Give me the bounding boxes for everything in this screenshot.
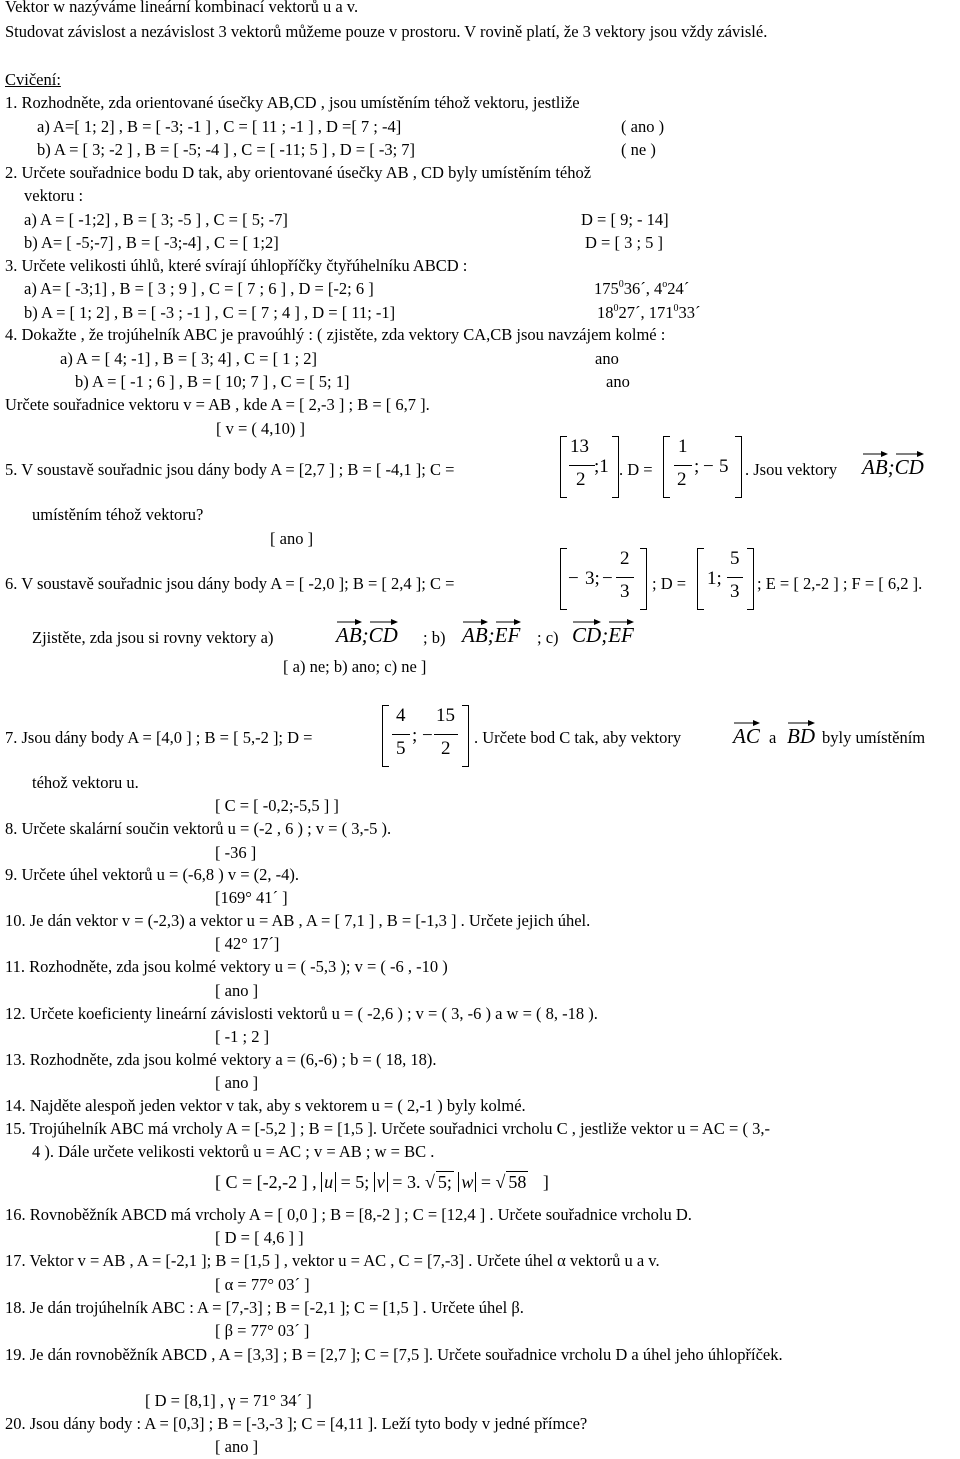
- ex2-question-1: 2. Určete souřadnice bodu D tak, aby orientované úsečky AB , CD byly umístěním téhož: [5, 163, 592, 182]
- ex2-b-answer: D = [ 3 ; 5 ]: [585, 233, 664, 252]
- ex7-vector-bd: BD: [787, 724, 815, 748]
- ex20-answer: [ ano ]: [215, 1437, 259, 1456]
- ex5-text-4: umístěním téhož vektoru?: [32, 505, 204, 524]
- ex6-c-label: ; c): [537, 628, 559, 647]
- ex1-a-answer: ( ano ): [621, 117, 665, 136]
- ex5-text-2: . D =: [619, 460, 653, 479]
- ex13-answer: [ ano ]: [215, 1073, 259, 1092]
- ex7-text-3: byly umístěním: [822, 728, 926, 747]
- ex14-question: 14. Najděte alespoň jeden vektor v tak, aby s vektorem u = ( 2,-1 ) byly kolmé.: [5, 1096, 526, 1115]
- ex8-answer: [ -36 ]: [215, 843, 257, 862]
- ex6-text-2: ; D =: [652, 574, 687, 593]
- ex10-question: 10. Je dán vektor v = (-2,3) a vektor u = AB , A = [ 7,1 ] , B = [-1,3 ] . Určete jejich úhel.: [5, 911, 591, 930]
- ex1-b: b) A = [ 3; -2 ] , B = [ -5; -4 ] , C = [ -11; 5 ] , D = [ -3; 7]: [37, 140, 416, 159]
- ex18-question: 18. Je dán trojúhelník ABC : A = [7,-3] ; B = [-2,1 ]; C = [1,5 ] . Určete úhel β.: [5, 1298, 524, 1317]
- ex5-point-c: 13 2 ;1: [560, 436, 620, 498]
- ex3-b-answer: $18^027´$, $171^033´$: [597, 303, 701, 322]
- ex17-question: 17. Vektor v = AB , A = [-2,1 ]; B = [1,5 ] , vektor u = AC , C = [7,-3] . Určete úhel α vektorů u a v.: [5, 1251, 660, 1270]
- ex3-question: 3. Určete velikosti úhlů, které svírají úhlopříčky čtyřúhelníku ABCD :: [5, 256, 468, 275]
- ex19-answer: [ D = [8,1] , γ = 71° 34´ ]: [145, 1391, 312, 1410]
- ex15-question-1: 15. Trojúhelník ABC má vrcholy A = [-5,2 ] ; B = [1,5 ]. Určete souřadnici vrcholu C , jestliže vektor u = AC = ( 3,-: [5, 1119, 770, 1138]
- ex16-answer: [ D = [ 4,6 ] ]: [215, 1228, 304, 1247]
- ex6-text-1: 6. V soustavě souřadnic jsou dány body A = [ -2,0 ]; B = [ 2,4 ]; C =: [5, 574, 455, 593]
- vector-arrow-icon: [495, 618, 521, 626]
- vector-arrow-icon: [608, 618, 634, 626]
- ex2-a-answer: D = [ 9; - 14]: [581, 210, 669, 229]
- ex6-question: Zjistěte, zda jsou si rovny vektory a): [32, 628, 274, 647]
- vector-arrow-icon: [369, 618, 398, 626]
- vector-arrow-icon: [733, 719, 760, 727]
- vector-arrow-icon: [787, 719, 815, 727]
- ex7-text-4: téhož vektoru u.: [32, 773, 139, 792]
- ex4-b-answer: ano: [606, 372, 630, 391]
- intro-line-1: Vektor w nazýváme lineární kombinací vektorů u a v.: [5, 0, 359, 16]
- ex5-point-d: 1 2 ; − 5: [663, 436, 743, 498]
- ex6-point-d: 1; 5 3: [697, 548, 755, 610]
- ex15-answer: [ C = [-2,-2 ] , u = 5; v = 3. √ 5; w = √ 58 ]: [215, 1172, 549, 1192]
- ex4-question: 4. Dokažte , že trojúhelník ABC je pravoúhlý : ( zjistěte, zda vektory CA,CB jsou navzájem kolmé :: [5, 325, 666, 344]
- ex8-question: 8. Určete skalární součin vektorů u = (-2 , 6 ) ; v = ( 3,-5 ).: [5, 819, 392, 838]
- vector-arrow-icon: [572, 618, 601, 626]
- ex7-mid: a: [769, 728, 777, 747]
- ex1-b-answer: ( ne ): [621, 140, 656, 159]
- ex5-vectors: AB ;CD: [862, 455, 924, 479]
- ex2-a: a) A = [ -1;2] , B = [ 3; -5 ] , C = [ 5; -7]: [24, 210, 288, 229]
- ex18-answer: [ β = 77° 03´ ]: [215, 1321, 310, 1340]
- ex4-extra-answer: [ v = ( 4,10) ]: [216, 419, 306, 438]
- ex6-text-3: ; E = [ 2,-2 ] ; F = [ 6,2 ].: [757, 574, 923, 593]
- ex2-b: b) A= [ -5;-7] , B = [ -3;-4] , C = [ 1;2]: [24, 233, 279, 252]
- ex15-question-2: 4 ). Dále určete velikosti vektorů u = AC ; v = AB ; w = BC .: [32, 1142, 435, 1161]
- ex6-vectors-c: CD ;EF: [572, 623, 634, 647]
- ex16-question: 16. Rovnoběžník ABCD má vrcholy A = [ 0,0 ] ; B = [8,-2 ] ; C = [12,4 ] . Určete souřadnice vrcholu D.: [5, 1205, 692, 1224]
- ex11-answer: [ ano ]: [215, 981, 259, 1000]
- ex19-question: 19. Je dán rovnoběžník ABCD , A = [3,3] ; B = [2,7 ]; C = [7,5 ]. Určete souřadnice vrcholu D a úhel jeho úhlopříček.: [5, 1345, 783, 1364]
- ex4-b: b) A = [ -1 ; 6 ] , B = [ 10; 7 ] , C = [ 5; 1]: [75, 372, 350, 391]
- vector-arrow-icon: [895, 450, 924, 458]
- ex3-a-answer: $175^036´$, 4$^o$24´: [594, 279, 690, 298]
- vector-arrow-icon: [462, 618, 488, 626]
- ex6-answer: [ a) ne; b) ano; c) ne ]: [283, 657, 427, 676]
- ex7-text-2: . Určete bod C tak, aby vektory: [474, 728, 682, 747]
- vector-arrow-icon: [862, 450, 888, 458]
- ex17-answer: [ α = 77° 03´ ]: [215, 1275, 310, 1294]
- ex6-point-c: − 3; − 2 3: [560, 548, 650, 610]
- ex2-question-2: vektoru :: [24, 186, 84, 205]
- ex7-answer: [ C = [ -0,2;-5,5 ] ]: [215, 796, 339, 815]
- ex5-answer: [ ano ]: [270, 529, 314, 548]
- ex3-b: b) A = [ 1; 2] , B = [ -3 ; -1 ] , C = [ 7 ; 4 ] , D = [ 11; -1]: [24, 303, 396, 322]
- ex4-a-answer: ano: [595, 349, 619, 368]
- ex7-vector-ac: AC: [733, 724, 760, 748]
- ex9-question: 9. Určete úhel vektorů u = (-6,8 ) v = (2, -4).: [5, 865, 299, 884]
- ex4-extra: Určete souřadnice vektoru v = AB , kde A = [ 2,-3 ] ; B = [ 6,7 ].: [5, 395, 430, 414]
- ex9-answer: [169° 41´ ]: [215, 888, 288, 907]
- ex1-question: 1. Rozhodněte, zda orientované úsečky AB,CD , jsou umístěním téhož vektoru, jestliže: [5, 93, 580, 112]
- intro-line-2: Studovat závislost a nezávislost 3 vektorů můžeme pouze v prostoru. V rovině platí, že 3 vektory jsou vždy závislé.: [5, 22, 768, 41]
- ex20-question: 20. Jsou dány body : A = [0,3] ; B = [-3,-3 ]; C = [4,11 ]. Leží tyto body v jedné přímce?: [5, 1414, 588, 1433]
- ex6-vectors-b: AB ;EF: [462, 623, 520, 647]
- ex7-text-1: 7. Jsou dány body A = [4,0 ] ; B = [ 5,-2 ]; D =: [5, 728, 313, 747]
- ex13-question: 13. Rozhodněte, zda jsou kolmé vektory a = (6,-6) ; b = ( 18, 18).: [5, 1050, 437, 1069]
- ex7-point-d: 4 5 ; − 15 2: [382, 705, 472, 767]
- ex4-a: a) A = [ 4; -1] , B = [ 3; 4] , C = [ 1 ; 2]: [60, 349, 318, 368]
- exercises-heading: Cvičení:: [5, 70, 61, 89]
- vector-arrow-icon: [336, 618, 362, 626]
- ex5-text-3: . Jsou vektory: [745, 460, 838, 479]
- ex11-question: 11. Rozhodněte, zda jsou kolmé vektory u = ( -5,3 ); v = ( -6 , -10 ): [5, 957, 448, 976]
- ex3-a: a) A= [ -3;1] , B = [ 3 ; 9 ] , C = [ 7 ; 6 ] , D = [-2; 6 ]: [24, 279, 374, 298]
- ex6-b-label: ; b): [423, 628, 446, 647]
- ex12-answer: [ -1 ; 2 ]: [215, 1027, 270, 1046]
- ex5-text-1: 5. V soustavě souřadnic jsou dány body A = [2,7 ] ; B = [ -4,1 ]; C =: [5, 460, 455, 479]
- ex12-question: 12. Určete koeficienty lineární závislosti vektorů u = ( -2,6 ) ; v = ( 3, -6 ) a w = ( 8, -18 ).: [5, 1004, 598, 1023]
- ex10-answer: [ 42° 17´]: [215, 934, 280, 953]
- ex1-a: a) A=[ 1; 2] , B = [ -3; -1 ] , C = [ 11 ; -1 ] , D =[ 7 ; -4]: [37, 117, 402, 136]
- ex6-vectors-a: AB ;CD: [336, 623, 398, 647]
